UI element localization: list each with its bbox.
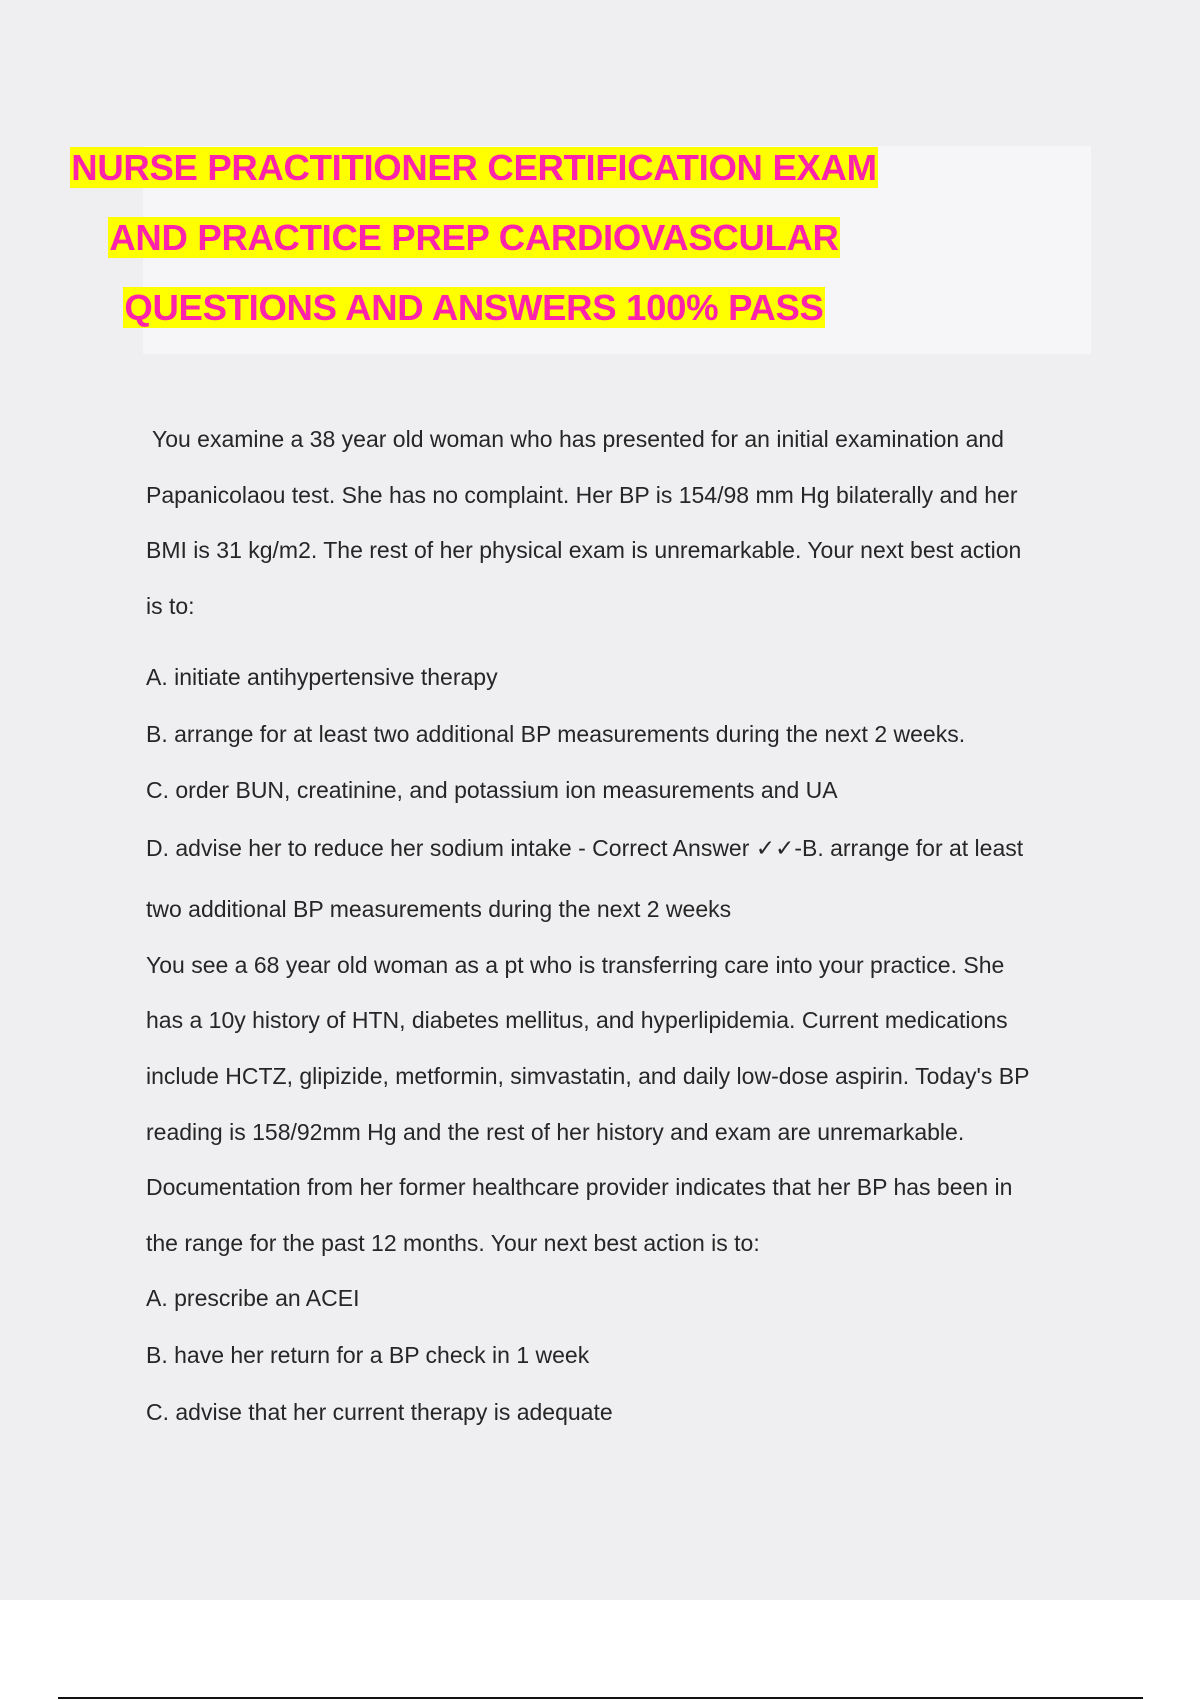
question-2-option-c: C. advise that her current therapy is adequate bbox=[146, 1399, 613, 1425]
title-highlight: NURSE PRACTITIONER CERTIFICATION EXAM bbox=[71, 147, 877, 188]
question-2-option-a: A. prescribe an ACEI bbox=[146, 1285, 360, 1311]
title-highlight: AND PRACTICE PREP CARDIOVASCULAR bbox=[109, 217, 839, 258]
question-1-text-line: You examine a 38 year old woman who has presented for an initial examination and bbox=[146, 426, 1004, 452]
question-1-text-line: Papanicolaou test. She has no complaint. Her BP is 154/98 mm Hg bilaterally and her bbox=[146, 482, 1018, 508]
question-2-text-line: has a 10y history of HTN, diabetes mellitus, and hyperlipidemia. Current medications bbox=[146, 1007, 1008, 1033]
question-1-answer-continued: two additional BP measurements during the next 2 weeks bbox=[146, 896, 732, 922]
question-1-text-line: BMI is 31 kg/m2. The rest of her physical exam is unremarkable. Your next best action bbox=[146, 537, 1022, 563]
document-title-line-3 bbox=[0, 286, 948, 330]
question-2-text-line: Documentation from her former healthcare provider indicates that her BP has been in bbox=[146, 1174, 1013, 1200]
question-2-text-line: reading is 158/92mm Hg and the rest of her history and exam are unremarkable. bbox=[146, 1119, 965, 1145]
question-1-text-line: is to: bbox=[146, 593, 195, 619]
document-title-line-1 bbox=[0, 146, 948, 190]
document-title-line-2 bbox=[0, 216, 948, 260]
question-1-option-b: B. arrange for at least two additional BP measurements during the next 2 weeks. bbox=[146, 721, 966, 747]
question-1-option-c: C. order BUN, creatinine, and potassium ion measurements and UA bbox=[146, 777, 838, 803]
question-2-text-line: the range for the past 12 months. Your next best action is to: bbox=[146, 1230, 760, 1256]
footer-divider bbox=[58, 1697, 1143, 1699]
question-1-option-d-answer: D. advise her to reduce her sodium intake - Correct Answer ✓✓-B. arrange for at least bbox=[146, 835, 1024, 861]
title-highlight: QUESTIONS AND ANSWERS 100% PASS bbox=[124, 287, 824, 328]
question-2-text-line: You see a 68 year old woman as a pt who is transferring care into your practice. She bbox=[146, 952, 1005, 978]
question-2-text-line: include HCTZ, glipizide, metformin, simvastatin, and daily low-dose aspirin. Today's BP bbox=[146, 1063, 1030, 1089]
question-1-option-a: A. initiate antihypertensive therapy bbox=[146, 664, 498, 690]
question-2-option-b: B. have her return for a BP check in 1 week bbox=[146, 1342, 590, 1368]
